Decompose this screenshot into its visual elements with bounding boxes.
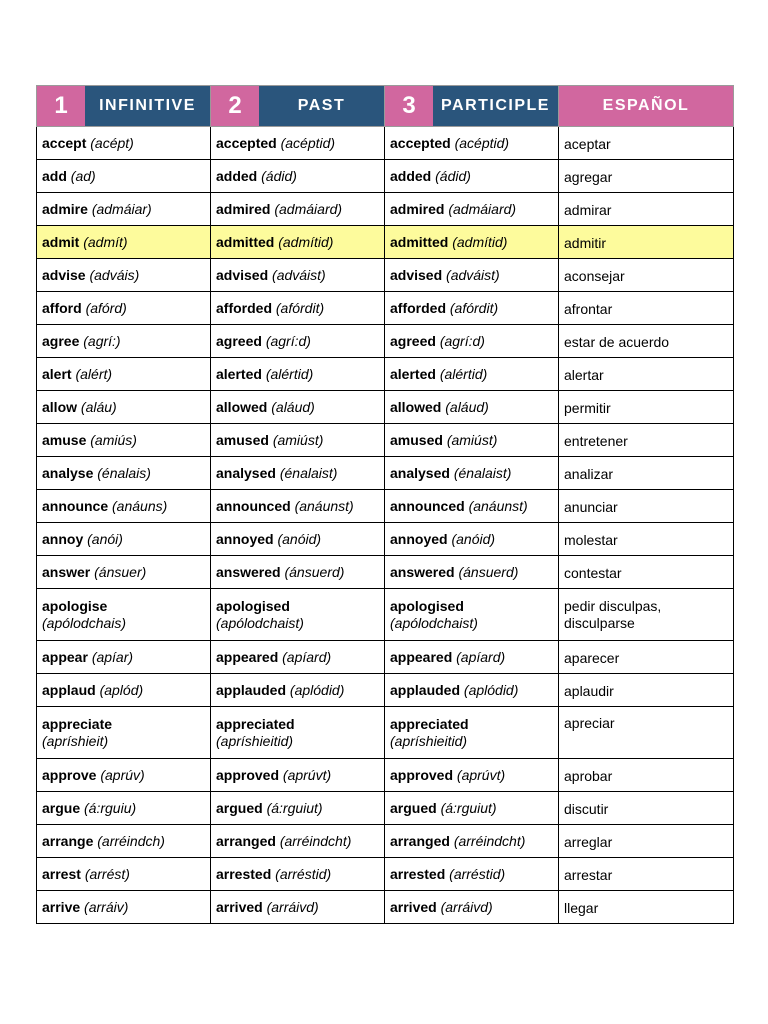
cell-past (211, 858, 385, 891)
cell-past (211, 127, 385, 160)
cell-infinitive (37, 226, 211, 259)
cell-infinitive (37, 193, 211, 226)
cell-espanol: contestar (559, 556, 734, 589)
verb-table-container (36, 85, 733, 924)
verb-form: apologise (42, 597, 108, 614)
cell-infinitive (37, 825, 211, 858)
pronunciation: (apríshieitid) (216, 732, 294, 749)
cell-participle (385, 891, 559, 924)
cell-participle (385, 292, 559, 325)
cell-espanol: discutir (559, 792, 734, 825)
table-row (37, 490, 734, 523)
cell-past (211, 490, 385, 523)
pronunciation: (acéptid) (280, 134, 336, 151)
pronunciation: (anáunst) (294, 497, 354, 514)
cell-participle (385, 523, 559, 556)
cell-infinitive (37, 707, 211, 759)
verb-form: admit (42, 233, 80, 250)
pronunciation: (aprúvt) (282, 766, 332, 783)
cell-infinitive (37, 858, 211, 891)
verb-form: annoyed (390, 530, 448, 547)
verb-form: amused (216, 431, 269, 448)
cell-infinitive (37, 127, 211, 160)
cell-infinitive (37, 792, 211, 825)
pronunciation: (arréindcht) (453, 832, 526, 849)
header-past (211, 86, 385, 127)
verb-form: advised (390, 266, 443, 283)
pronunciation: (arráivd) (440, 898, 493, 915)
pronunciation: (énalaist) (279, 464, 338, 481)
verb-form: add (42, 167, 67, 184)
verb-form: alert (42, 365, 72, 382)
cell-espanol: permitir (559, 391, 734, 424)
table-row (37, 358, 734, 391)
table-row (37, 193, 734, 226)
cell-infinitive (37, 891, 211, 924)
pronunciation: (aprúvt) (456, 766, 506, 783)
verb-form: appear (42, 648, 88, 665)
cell-past (211, 325, 385, 358)
cell-espanol: aceptar (559, 127, 734, 160)
verb-form: allowed (390, 398, 442, 415)
cell-infinitive (37, 259, 211, 292)
cell-participle (385, 424, 559, 457)
cell-infinitive (37, 292, 211, 325)
table-row (37, 325, 734, 358)
cell-participle (385, 759, 559, 792)
verb-form: arrived (390, 898, 437, 915)
verb-form: appreciated (216, 715, 295, 732)
pronunciation: (aprúv) (100, 766, 145, 783)
cell-espanol: afrontar (559, 292, 734, 325)
pronunciation: (aláu) (80, 398, 117, 415)
pronunciation: (admáiar) (91, 200, 152, 217)
table-row (37, 292, 734, 325)
pronunciation: (afórdit) (275, 299, 325, 316)
cell-participle (385, 490, 559, 523)
pronunciation: (apíard) (456, 648, 506, 665)
pronunciation: (aplódid) (463, 681, 519, 698)
verb-form: accept (42, 134, 87, 151)
verb-form: applauded (216, 681, 287, 698)
cell-infinitive (37, 674, 211, 707)
verb-form: agree (42, 332, 80, 349)
cell-infinitive (37, 391, 211, 424)
cell-infinitive (37, 589, 211, 641)
cell-participle (385, 825, 559, 858)
verb-form: annoy (42, 530, 84, 547)
pronunciation: (admítid) (452, 233, 508, 250)
pronunciation: (aláud) (271, 398, 315, 415)
table-row (37, 424, 734, 457)
cell-espanol: estar de acuerdo (559, 325, 734, 358)
cell-infinitive (37, 523, 211, 556)
pronunciation: (anóid) (451, 530, 496, 547)
cell-participle (385, 226, 559, 259)
cell-participle (385, 556, 559, 589)
pronunciation: (apólodchaist) (216, 614, 304, 631)
pronunciation: (arráivd) (266, 898, 319, 915)
pronunciation: (admítid) (278, 233, 334, 250)
cell-past (211, 759, 385, 792)
cell-espanol: molestar (559, 523, 734, 556)
verb-form: argued (390, 799, 437, 816)
verb-form: approved (390, 766, 454, 783)
cell-infinitive (37, 358, 211, 391)
verb-form: applaud (42, 681, 96, 698)
verb-form: arrested (216, 865, 272, 882)
verb-form: argue (42, 799, 81, 816)
header-label-espanol: ESPAÑOL (559, 86, 733, 126)
verb-form: analyse (42, 464, 94, 481)
verb-form: agreed (390, 332, 436, 349)
verb-form: arranged (216, 832, 276, 849)
cell-past (211, 589, 385, 641)
cell-espanol: admirar (559, 193, 734, 226)
verb-form: appeared (216, 648, 279, 665)
cell-espanol: anunciar (559, 490, 734, 523)
cell-espanol: arrestar (559, 858, 734, 891)
verb-form: afford (42, 299, 82, 316)
cell-participle (385, 707, 559, 759)
verb-form: afforded (216, 299, 272, 316)
pronunciation: (apríshieitid) (390, 732, 468, 749)
pronunciation: (adváist) (446, 266, 500, 283)
cell-participle (385, 858, 559, 891)
verb-form: added (216, 167, 258, 184)
verb-form: answered (390, 563, 455, 580)
table-row (37, 759, 734, 792)
pronunciation: (aplódid) (289, 681, 345, 698)
pronunciation: (arréstid) (275, 865, 332, 882)
pronunciation: (anóid) (277, 530, 322, 547)
pronunciation: (arréstid) (449, 865, 506, 882)
cell-past (211, 792, 385, 825)
pronunciation: (alért) (75, 365, 113, 382)
table-row (37, 160, 734, 193)
cell-past (211, 457, 385, 490)
verb-form: announce (42, 497, 109, 514)
pronunciation: (ádid) (435, 167, 471, 184)
pronunciation: (admáiard) (274, 200, 343, 217)
pronunciation: (agrí:d) (439, 332, 485, 349)
pronunciation: (admáiard) (448, 200, 517, 217)
pronunciation: (afórdit) (449, 299, 499, 316)
pronunciation: (aláud) (445, 398, 489, 415)
cell-past (211, 674, 385, 707)
pronunciation: (afórd) (85, 299, 127, 316)
table-row (37, 226, 734, 259)
verb-form: alerted (390, 365, 436, 382)
cell-participle (385, 792, 559, 825)
verb-form: arrested (390, 865, 446, 882)
cell-espanol: admitir (559, 226, 734, 259)
cell-past (211, 556, 385, 589)
cell-infinitive (37, 556, 211, 589)
cell-espanol: analizar (559, 457, 734, 490)
header-number-2: 2 (211, 86, 259, 126)
verb-form: appeared (390, 648, 453, 665)
table-row (37, 858, 734, 891)
cell-infinitive (37, 424, 211, 457)
verb-form: alerted (216, 365, 262, 382)
cell-espanol: apreciar (559, 707, 734, 759)
table-row (37, 891, 734, 924)
header-infinitive (37, 86, 211, 127)
cell-participle (385, 325, 559, 358)
cell-infinitive (37, 641, 211, 674)
table-row (37, 127, 734, 160)
cell-espanol: aconsejar (559, 259, 734, 292)
pronunciation: (amiúst) (272, 431, 324, 448)
verb-form: approve (42, 766, 97, 783)
cell-past (211, 891, 385, 924)
verb-form: appreciated (390, 715, 469, 732)
header-number-3: 3 (385, 86, 433, 126)
cell-espanol: aplaudir (559, 674, 734, 707)
cell-infinitive (37, 325, 211, 358)
verb-form: afforded (390, 299, 446, 316)
cell-espanol: llegar (559, 891, 734, 924)
table-row (37, 589, 734, 641)
header-label-infinitive: INFINITIVE (85, 86, 210, 126)
pronunciation: (arréindcht) (279, 832, 352, 849)
cell-past (211, 523, 385, 556)
verb-form: analysed (390, 464, 450, 481)
cell-past (211, 707, 385, 759)
table-row (37, 707, 734, 759)
pronunciation: (anáunst) (468, 497, 528, 514)
table-row (37, 391, 734, 424)
cell-participle (385, 259, 559, 292)
pronunciation: (á:rguiut) (440, 799, 497, 816)
cell-participle (385, 160, 559, 193)
verb-form: apologised (390, 597, 464, 614)
verb-form: advised (216, 266, 269, 283)
cell-participle (385, 589, 559, 641)
cell-participle (385, 641, 559, 674)
cell-espanol: alertar (559, 358, 734, 391)
cell-participle (385, 193, 559, 226)
cell-infinitive (37, 160, 211, 193)
verb-form: admired (216, 200, 271, 217)
header-label-participle: PARTICIPLE (433, 86, 558, 126)
pronunciation: (amiúst) (446, 431, 498, 448)
pronunciation: (amiús) (90, 431, 137, 448)
cell-past (211, 391, 385, 424)
pronunciation: (ad) (70, 167, 96, 184)
cell-espanol: agregar (559, 160, 734, 193)
verb-form: arrest (42, 865, 81, 882)
verb-form: analysed (216, 464, 276, 481)
pronunciation: (ánsuerd) (284, 563, 345, 580)
verb-table-body (37, 127, 734, 924)
cell-participle (385, 674, 559, 707)
verb-form: added (390, 167, 432, 184)
pronunciation: (adváis) (89, 266, 140, 283)
cell-past (211, 259, 385, 292)
table-row (37, 792, 734, 825)
pronunciation: (ádid) (261, 167, 297, 184)
verb-form: answered (216, 563, 281, 580)
pronunciation: (apríshieit) (42, 732, 109, 749)
cell-espanol: aparecer (559, 641, 734, 674)
pronunciation: (admít) (83, 233, 128, 250)
verb-form: agreed (216, 332, 262, 349)
pronunciation: (apíard) (282, 648, 332, 665)
verb-form: admire (42, 200, 88, 217)
pronunciation: (adváist) (272, 266, 326, 283)
pronunciation: (énalais) (97, 464, 151, 481)
pronunciation: (anáuns) (112, 497, 168, 514)
table-row (37, 674, 734, 707)
verb-form: admired (390, 200, 445, 217)
verb-form: arrived (216, 898, 263, 915)
pronunciation: (aplód) (99, 681, 144, 698)
cell-past (211, 641, 385, 674)
verb-form: appreciate (42, 715, 113, 732)
table-row (37, 825, 734, 858)
pronunciation: (apólodchaist) (390, 614, 478, 631)
pronunciation: (alértid) (439, 365, 488, 382)
pronunciation: (acépt) (90, 134, 134, 151)
cell-participle (385, 391, 559, 424)
pronunciation: (arráiv) (84, 898, 129, 915)
verb-form: amused (390, 431, 443, 448)
header-number-1: 1 (37, 86, 85, 126)
table-row (37, 259, 734, 292)
cell-infinitive (37, 759, 211, 792)
verb-form: admitted (390, 233, 449, 250)
cell-past (211, 160, 385, 193)
pronunciation: (agrí:) (83, 332, 121, 349)
pronunciation: (alértid) (265, 365, 314, 382)
cell-past (211, 226, 385, 259)
pronunciation: (apíar) (91, 648, 134, 665)
header-label-past: PAST (259, 86, 384, 126)
verb-form: accepted (390, 134, 451, 151)
verb-form: arrive (42, 898, 81, 915)
cell-past (211, 292, 385, 325)
verb-form: arrange (42, 832, 94, 849)
table-row (37, 457, 734, 490)
cell-past (211, 358, 385, 391)
cell-past (211, 424, 385, 457)
pronunciation: (énalaist) (453, 464, 512, 481)
cell-participle (385, 358, 559, 391)
cell-infinitive (37, 457, 211, 490)
verb-form: amuse (42, 431, 87, 448)
pronunciation: (apólodchais) (42, 614, 127, 631)
cell-past (211, 825, 385, 858)
cell-espanol: arreglar (559, 825, 734, 858)
cell-espanol: entretener (559, 424, 734, 457)
cell-past (211, 193, 385, 226)
pronunciation: (á:rguiu) (84, 799, 137, 816)
header-espanol (559, 86, 734, 127)
table-row (37, 523, 734, 556)
verb-form: allowed (216, 398, 268, 415)
pronunciation: (á:rguiut) (266, 799, 323, 816)
cell-participle (385, 457, 559, 490)
pronunciation: (arréindch) (97, 832, 165, 849)
pronunciation: (anói) (87, 530, 123, 547)
verb-form: answer (42, 563, 91, 580)
pronunciation: (arrést) (84, 865, 130, 882)
cell-participle (385, 127, 559, 160)
verb-form: arranged (390, 832, 450, 849)
header-participle (385, 86, 559, 127)
table-row (37, 556, 734, 589)
verb-form: admitted (216, 233, 275, 250)
pronunciation: (ánsuerd) (458, 563, 519, 580)
cell-espanol: pedir disculpas, disculparse (559, 589, 734, 641)
verb-form: apologised (216, 597, 290, 614)
verb-form: allow (42, 398, 78, 415)
verb-form: accepted (216, 134, 277, 151)
verb-form: announced (390, 497, 465, 514)
cell-infinitive (37, 490, 211, 523)
pronunciation: (acéptid) (454, 134, 510, 151)
pronunciation: (agrí:d) (265, 332, 311, 349)
verb-form: annoyed (216, 530, 274, 547)
table-row (37, 641, 734, 674)
pronunciation: (ánsuer) (94, 563, 147, 580)
header-row (37, 86, 734, 127)
verb-table (36, 85, 734, 924)
verb-form: announced (216, 497, 291, 514)
verb-form: applauded (390, 681, 461, 698)
verb-form: advise (42, 266, 86, 283)
verb-form: argued (216, 799, 263, 816)
cell-espanol: aprobar (559, 759, 734, 792)
verb-form: approved (216, 766, 280, 783)
